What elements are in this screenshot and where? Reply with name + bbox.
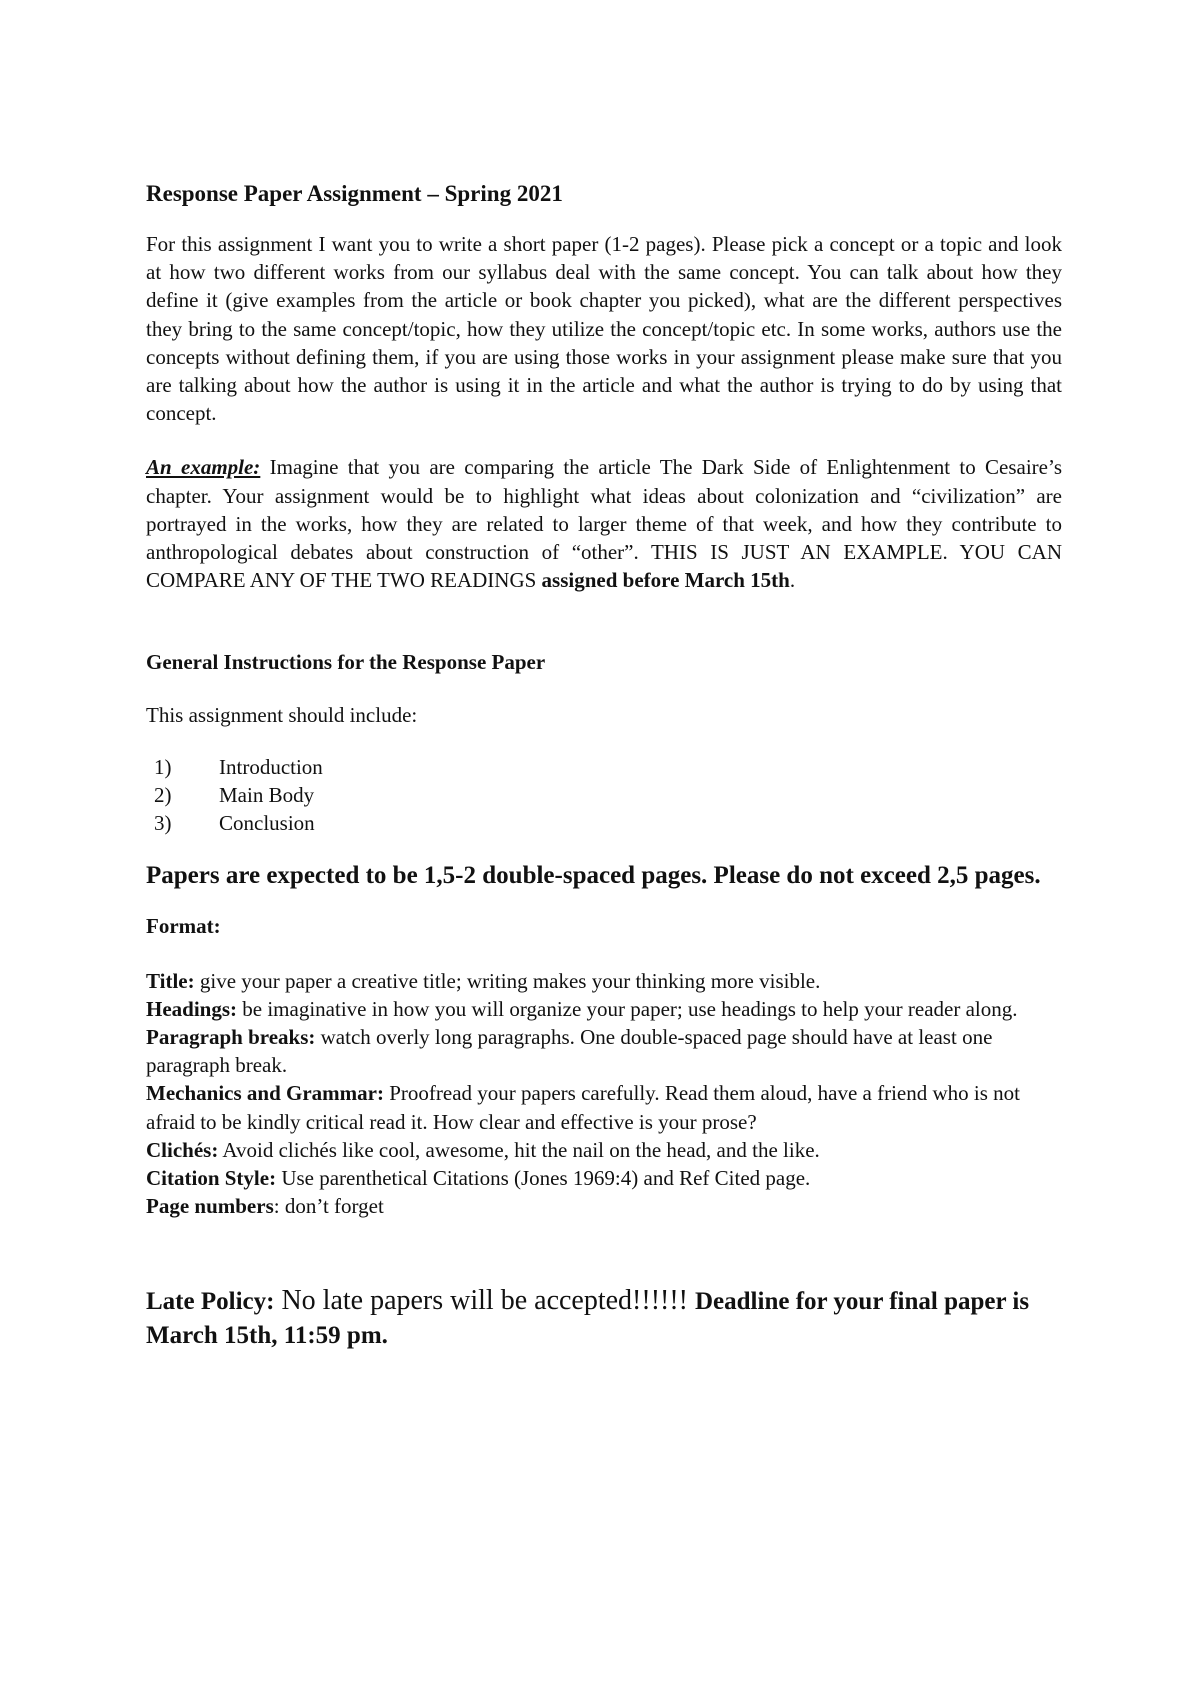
- example-end: .: [789, 568, 796, 593]
- format-item-label: Mechanics and Grammar:: [146, 1081, 384, 1106]
- format-item-text: : don’t forget: [273, 1194, 384, 1219]
- format-item-label: Citation Style:: [146, 1166, 277, 1191]
- deadline-date: March 15th, 11:59 pm.: [146, 1322, 388, 1350]
- list-label: Introduction: [219, 754, 323, 779]
- general-instructions-heading: General Instructions for the Response Paper: [146, 650, 546, 675]
- list-item: [146, 809, 1062, 837]
- format-item: [146, 1164, 1062, 1192]
- example-deadline-bold: assigned before March 15th: [541, 568, 790, 593]
- list-number: 2): [154, 783, 172, 808]
- late-policy-label: Late Policy:: [146, 1288, 275, 1316]
- format-item-text: give your paper a creative title; writing makes your thinking more visible.: [194, 968, 821, 993]
- list-label: Conclusion: [219, 811, 315, 836]
- format-item: [146, 1192, 1062, 1220]
- list-number: 3): [154, 811, 172, 836]
- example-text: Imagine that you are comparing the article The Dark Side of Enlightenment to Cesaire’s chapter. Your assignment would be to highlight what ideas about colonization and “civilization” are portrayed in the works, how they are related to larger theme of that week, and how they contribute to anthropological debates about construction of “other”. THIS IS JUST AN EXAMPLE. YOU CAN COMPARE ANY OF THE TWO READINGS: [146, 455, 1063, 593]
- list-item: [146, 781, 1062, 809]
- deadline-text: Deadline for your final paper is: [695, 1288, 1030, 1316]
- format-item: [146, 1023, 1062, 1079]
- document-title: Response Paper Assignment – Spring 2021: [146, 181, 563, 206]
- format-item: [146, 995, 1062, 1023]
- format-item-label: Clichés:: [146, 1137, 219, 1162]
- example-label: An example:: [146, 455, 261, 480]
- intro-paragraph: For this assignment I want you to write a short paper (1-2 pages). Please pick a concept or a topic and look at how two different works from our syllabus deal with the same concept. You can talk about how they define it (give examples from the article or book chapter you picked), what are the different perspectives they bring to the same concept/topic, how they utilize the concept/topic etc. In some works, authors use the concepts without defining them, if you are using those works in your assignment please make sure that you are talking about how the author is using it in the article and what the author is trying to do by using that concept.: [146, 232, 1062, 426]
- format-item-label: Headings:: [146, 996, 238, 1021]
- length-note: Papers are expected to be 1,5-2 double-spaced pages. Please do not exceed 2,5 pages.: [146, 862, 1041, 890]
- format-item-label: Page numbers: [146, 1194, 274, 1219]
- format-item: [146, 1079, 1062, 1135]
- format-item-text: Use parenthetical Citations (Jones 1969:4) and Ref Cited page.: [276, 1166, 811, 1191]
- list-item: [146, 753, 1062, 781]
- include-text: This assignment should include:: [146, 702, 418, 727]
- format-list: [146, 967, 1062, 1221]
- format-item-label: Paragraph breaks:: [146, 1025, 316, 1050]
- parts-list: [146, 753, 1062, 838]
- late-policy: [146, 1284, 1062, 1353]
- format-item-label: Title:: [146, 968, 195, 993]
- format-item-text: Proofread your papers carefully. Read them aloud, have a friend who is not afraid to be kindly critical read it. How clear and effective is your prose?: [146, 1081, 1020, 1134]
- document-page: [146, 178, 1062, 1353]
- list-number: 1): [154, 754, 172, 779]
- list-label: Main Body: [219, 783, 315, 808]
- format-label: Format:: [146, 914, 221, 939]
- late-policy-text: No late papers will be accepted!!!!!!: [274, 1285, 695, 1317]
- format-item: [146, 967, 1062, 995]
- format-item-text: be imaginative in how you will organize your paper; use headings to help your reader along.: [237, 996, 1018, 1021]
- format-item-text: watch overly long paragraphs. One double-spaced page should have at least one paragraph break.: [146, 1025, 993, 1078]
- example-paragraph: [146, 453, 1062, 594]
- format-item-text: Avoid clichés like cool, awesome, hit the nail on the head, and the like.: [218, 1137, 820, 1162]
- format-item: [146, 1136, 1062, 1164]
